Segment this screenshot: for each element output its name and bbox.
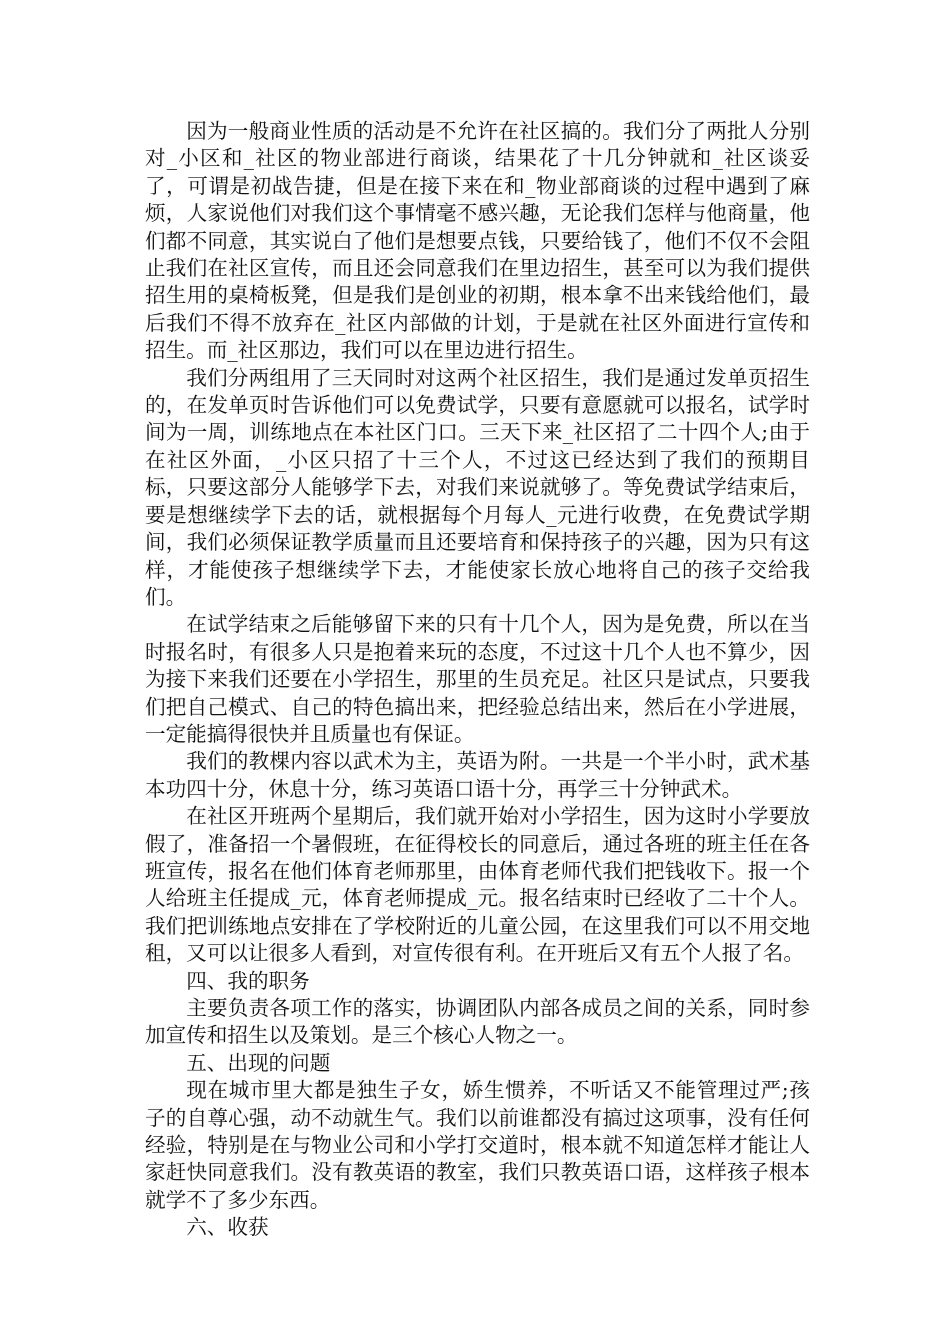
paragraph-my-role: 主要负责各项工作的落实，协调团队内部各成员之间的关系，同时参加宣传和招生以及策划。是三个核心人物之一。 (145, 996, 810, 1048)
section-heading-gains: 六、收获 (186, 1215, 269, 1240)
paragraph-community-negotiation: 因为一般商业性质的活动是不允许在社区搞的。我们分了两批人分别对_小区和_社区的物业部进行商谈，结果花了十几分钟就和_社区谈妥了，可谓是初战告捷，但是在接下来在和_物业部商谈的过程中遇到了麻烦，人家说他们对我们这个事情毫不感兴趣，无论我们怎样与他商量，他们都不同意，其实说白了他们是想要点钱，只要给钱了，他们不仅不会阻止我们在社区宣传，而且还会同意我们在里边招生，甚至可以为我们提供招生用的桌椅板凳，但是我们是创业的初期，根本拿不出来钱给他们，最后我们不得不放弃在_社区内部做的计划，于是就在社区外面进行宣传和招生。而_社区那边，我们可以在里边进行招生。 (145, 119, 810, 363)
paragraph-teaching-content: 我们的教棵内容以武术为主，英语为附。一共是一个半小时，武术基本功四十分，休息十分，练习英语口语十分，再学三十分钟武术。 (145, 749, 810, 801)
section-heading-my-role: 四、我的职务 (186, 968, 310, 993)
paragraph-school-recruitment: 在社区开班两个星期后，我们就开始对小学招生，因为这时小学要放假了，准备招一个暑假班，在征得校长的同意后，通过各班的班主任在各班宣传，报名在他们体育老师那里，由体育老师代我们把钱收下。报一个人给班主任提成_元，体育老师提成_元。报名结束时已经收了二十个人。我们把训练地点安排在了学校附近的儿童公园，在这里我们可以不用交地租，又可以让很多人看到，对宣传很有利。在开班后又有五个人报了名。 (145, 804, 810, 966)
paragraph-problems: 现在城市里大都是独生子女，娇生惯养，不听话又不能管理过严;孩子的自尊心强，动不动就生气。我们以前谁都没有搞过这项事，没有任何经验，特别是在与物业公司和小学打交道时，根本就不知道怎样才能让人家赶快同意我们。没有教英语的教室，我们只教英语口语，这样孩子根本就学不了多少东西。 (145, 1078, 810, 1212)
paragraph-trial-results: 在试学结束之后能够留下来的只有十几个人，因为是免费，所以在当时报名时，有很多人只是抱着来玩的态度，不过这十几个人也不算少，因为接下来我们还要在小学招生，那里的生员充足。社区只是试点，只要我们把自己模式、自己的特色搞出来，把经验总结出来，然后在小学进展，一定能搞得很快并且质量也有保证。 (145, 612, 810, 746)
section-heading-problems: 五、出现的问题 (186, 1050, 331, 1075)
paragraph-community-recruitment: 我们分两组用了三天同时对这两个社区招生，我们是通过发单页招生的，在发单页时告诉他们可以免费试学，只要有意愿就可以报名，试学时间为一周，训练地点在本社区门口。三天下来_社区招了二十四个人;由于在社区外面，_小区只招了十三个人，不过这已经达到了我们的预期目标，只要这部分人能够学下去，对我们来说就够了。等免费试学结束后，要是想继续学下去的话，就根据每个月每人_元进行收费，在免费试学期间，我们必须保证教学质量而且还要培育和保持孩子的兴趣，因为只有这样，才能使孩子想继续学下去，才能使家长放心地将自己的孩子交给我们。 (145, 365, 810, 609)
document-page (145, 118, 810, 1242)
